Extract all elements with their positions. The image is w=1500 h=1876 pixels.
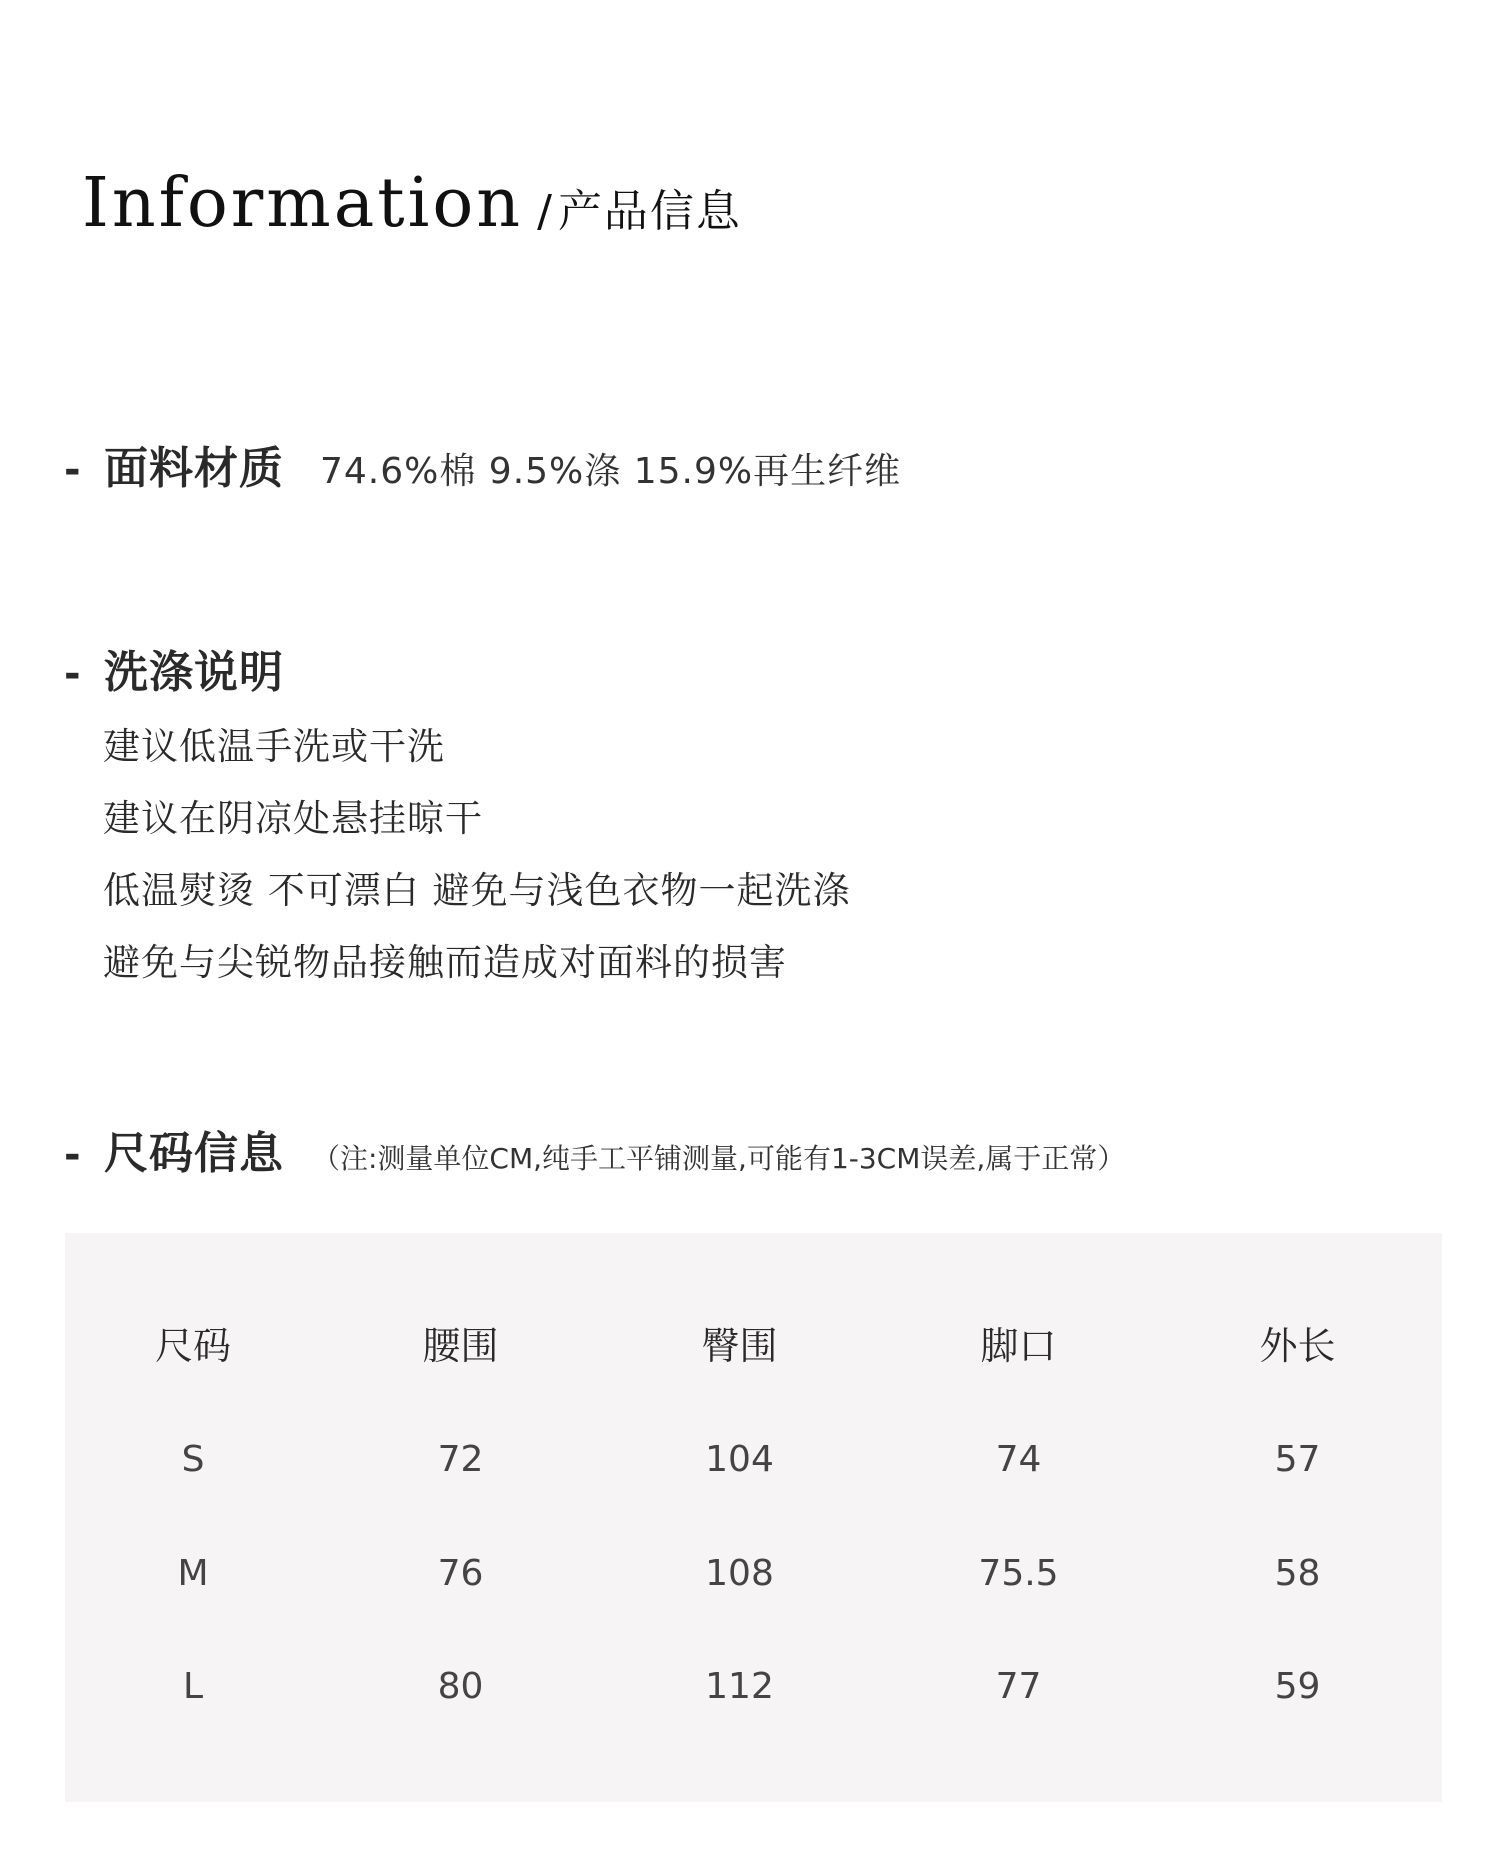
fabric-dash: - — [64, 447, 81, 493]
care-section — [64, 636, 284, 700]
table-header-row — [65, 1315, 1442, 1370]
table-cell: S — [181, 1439, 205, 1480]
header-cell-hip: 臀围 — [701, 1324, 778, 1368]
title-english: Information — [82, 164, 524, 243]
title-chinese: 产品信息 — [557, 186, 742, 237]
size-section — [64, 1117, 1125, 1181]
fabric-section — [64, 432, 901, 496]
table-row — [65, 1666, 1442, 1707]
page-title — [82, 164, 742, 244]
care-item: 建议在阴凉处悬挂晾干 — [103, 797, 483, 840]
table-cell: L — [182, 1666, 204, 1707]
table-cell: 72 — [437, 1439, 484, 1480]
size-table — [65, 1233, 1442, 1802]
table-cell: 80 — [437, 1666, 484, 1707]
size-dash: - — [64, 1132, 81, 1178]
care-dash: - — [64, 651, 81, 697]
care-item: 建议低温手洗或干洗 — [103, 725, 445, 768]
care-item: 低温熨烫 不可漂白 避免与浅色衣物一起洗涤 — [103, 869, 851, 912]
table-cell: 58 — [1274, 1553, 1321, 1594]
table-cell: 104 — [705, 1439, 774, 1480]
fabric-value: 74.6%棉 9.5%涤 15.9%再生纤维 — [320, 451, 902, 492]
header-cell-waist: 腰围 — [422, 1324, 499, 1368]
title-separator: / — [537, 186, 552, 237]
table-cell: M — [177, 1553, 209, 1594]
header-cell-hem: 脚口 — [980, 1324, 1057, 1368]
table-cell: 77 — [995, 1666, 1042, 1707]
table-cell: 75.5 — [978, 1553, 1059, 1594]
table-cell: 76 — [437, 1553, 484, 1594]
fabric-label: 面料材质 — [104, 443, 284, 494]
size-label: 尺码信息 — [104, 1128, 284, 1179]
header-cell-length: 外长 — [1259, 1324, 1336, 1368]
care-label: 洗涤说明 — [104, 647, 284, 698]
care-instructions-list — [103, 722, 851, 1010]
table-cell: 57 — [1274, 1439, 1321, 1480]
size-note: （注:测量单位CM,纯手工平铺测量,可能有1-3CM误差,属于正常） — [312, 1142, 1126, 1175]
table-cell: 59 — [1274, 1666, 1321, 1707]
table-row — [65, 1553, 1442, 1594]
care-item: 避免与尖锐物品接触而造成对面料的损害 — [103, 941, 787, 984]
table-cell: 108 — [705, 1553, 774, 1594]
header-cell-size: 尺码 — [154, 1324, 231, 1368]
table-cell: 112 — [705, 1666, 774, 1707]
table-row — [65, 1439, 1442, 1480]
table-cell: 74 — [995, 1439, 1042, 1480]
